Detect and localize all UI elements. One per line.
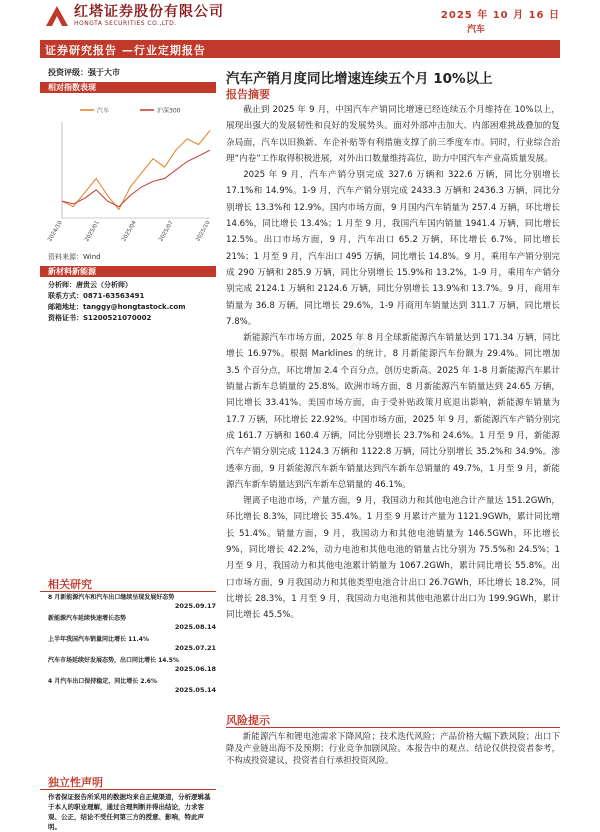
related-item-title: 新能源汽车延续快速增长态势 xyxy=(48,615,127,622)
report-industry: 汽车 xyxy=(466,25,485,35)
related-item-title: 8 月新能源汽车和汽车出口继续呈现发展好态势 xyxy=(48,594,175,601)
x-tick-label: 2025/10 xyxy=(195,220,212,243)
related-item-title: 4 月汽车出口保持稳定，同比增长 2.6% xyxy=(48,678,157,685)
summary-paragraph: 新能源汽车市场方面，2025 年 8 月全球新能源汽车销量达到 171.34 万辆，同比增长 16.97%。根据 Marklines 的统计，8 月新能源汽车份额为 29.4%。同比增加 3.5 个百分点，环比增加 2.4 个百分点，创历史新高。2025 年 1-8 月新能源汽车累计销量占新车总销量的 25.8%。欧洲市场方面，8 月新能源汽车销量达到 24.65 万辆，同比增长 33.41%。美国市场方面，由于受补贴政策月底退出影响，新能源车销量为 17.7 万辆，环比增长 22.92%。中国市场方面，2025 年 9 月，新能源汽车产销分别完成 161.7 万辆和 160.4 万辆，同比分别增长 23.7%和 24.6%。1 月至 9 月，新能源汽车产销分别完成 1124.3 万辆和 1122.8 万辆，同比分别增长 35.2%和 34.9%。渗透率方面，9 月新能源汽车新车销量达到汽车新车总销量的 49.7%，1 月至 9 月，新能源汽车新车销量达到汽车新车总销量的 46.1%。 xyxy=(226,333,560,490)
related-divider xyxy=(40,591,216,592)
analyst-section-bar xyxy=(40,266,216,277)
risk-divider xyxy=(226,727,560,728)
index-section-bar xyxy=(40,82,216,93)
report-type-banner xyxy=(40,40,560,58)
series-line xyxy=(62,150,210,207)
legend-label: 沪深300 xyxy=(157,107,181,115)
related-research-title: 相关研究 xyxy=(48,578,92,591)
x-tick-label: 2024/10 xyxy=(47,220,64,243)
report-date: 2025 年 10 月 16 日 xyxy=(440,10,560,21)
risk-title: 风险提示 xyxy=(226,714,270,727)
series-line xyxy=(62,131,210,210)
chart-source: 资料来源：Wind xyxy=(48,253,101,261)
analyst-info xyxy=(48,280,216,324)
analyst-email[interactable]: 邮箱地址：tanggy@hongtastock.com xyxy=(48,303,186,311)
disclaimer-text: 作者保证报告所采用的数据均来自正规渠道，分析逻辑基于本人的职业理解，通过合理判断并得出结论，力求客观、公正，结论不受任何第三方的授意、影响，特此声明。 xyxy=(48,793,211,831)
company-logo xyxy=(44,4,224,28)
company-name-cn: 红塔证券股份有限公司 xyxy=(74,3,224,20)
analyst-phone: 联系方式：0871-63563491 xyxy=(48,292,145,300)
summary-body xyxy=(226,102,560,624)
report-type-title: 证券研究报告 —行业定期报告 xyxy=(45,44,206,57)
x-tick-label: 2025/04 xyxy=(121,220,138,243)
analyst-certificate: 资格证书：S1200521070002 xyxy=(48,314,152,322)
report-title: 汽车产销月度同比增速连续五个月 10%以上 xyxy=(226,71,493,87)
list-item[interactable] xyxy=(48,657,216,674)
analyst-name: 分析师：唐贵云（分析师） xyxy=(48,281,132,289)
list-item[interactable] xyxy=(48,615,216,632)
disclaimer-title: 独立性声明 xyxy=(48,776,103,789)
sidebar xyxy=(40,62,216,831)
summary-paragraph: 2025 年 9 月，汽车产销分别完成 327.6 万辆和 322.6 万辆，同比分别增长 17.1%和 14.9%。1-9 月，汽车产销分别完成 2433.3 万辆和 2436.3 万辆，同比分别增长 13.3%和 12.9%。国内市场方面，9 月国内汽车销量为 257.4 万辆，环比增长 14.6%，同比增长 13.4%；1 月至 9 月，我国汽车国内销量 1941.4 万辆，同比增长 12.5%。出口市场方面，9 月，汽车出口 65.2 万辆，环比增长 6.7%，同比增长 21%；1 月至 9 月，汽车出口 495 万辆，同比增长 14.8%。9 月，乘用车产销分别完成 290 万辆和 285.9 万辆，同比分别增长 15.9%和 13.2%，1-9 月，乘用车产销分别完成 2124.1 万辆和 2124.6 万辆，同比分别增长 13.9%和 13.7%。9 月，商用车销量为 36.8 万辆，同比增长 29.6%，1-9 月商用车销量达到 311.7 万辆，同比增长 7.8%。 xyxy=(226,170,560,327)
related-research-list xyxy=(48,594,216,695)
related-item-date: 2025.08.14 xyxy=(174,623,216,631)
chart-axes xyxy=(62,122,210,218)
related-item-title: 上半年我国汽车销量同比增长 11.4% xyxy=(48,636,149,643)
summary-paragraph: 截止到 2025 年 9 月，中国汽车产销同比增速已经连续五个月维持在 10%以上，展现出强大的发展韧性和良好的发展势头。面对外部冲击加大、内部困难挑战叠加的复杂局面，汽车以旧换新、车企补贴等有利措施支撑了前三季度车市。同时，行业综合治理“内卷”工作取得积极进展，对外出口数量维持高位，助力中国汽车产业高质量发展。 xyxy=(226,105,560,164)
related-item-date: 2025.05.14 xyxy=(174,686,216,694)
x-tick-label: 2025/07 xyxy=(158,220,175,243)
x-tick-label: 2025/01 xyxy=(84,220,101,243)
related-item-title: 汽车市场延续好发展态势，出口同比增长 14.5% xyxy=(48,657,179,664)
relative-index-svg xyxy=(40,100,216,250)
company-name-en: HONGTA SECURITIES CO.,LTD. xyxy=(74,19,177,27)
relative-index-chart xyxy=(40,100,216,243)
list-item[interactable] xyxy=(48,636,216,653)
investment-rating: 投资评级：强于大市 xyxy=(48,68,120,77)
watermark: yjiieshou xyxy=(300,324,379,395)
related-item-date: 2025.06.18 xyxy=(174,665,216,673)
list-item[interactable] xyxy=(48,678,216,695)
summary-label: 报告摘要 xyxy=(226,88,270,101)
analyst-section-title: 新材料新能源 xyxy=(48,267,96,276)
index-section-title: 相对指数表现 xyxy=(48,83,96,92)
logo-icon xyxy=(44,4,70,28)
summary-paragraph: 锂离子电池市场，产量方面，9 月，我国动力和其他电池合计产量达 151.2GWh，环比增长 8.3%，同比增长 35.4%。1 月至 9 月累计产量为 1121.9GWh，累计同比增长 51.4%。销量方面，9 月，我国动力和其他电池销量为 146.5GWh，环比增长 9%，同比增长 42.2%，动力电池和其他电池的销量占比分别为 75.5%和 24.5%；1 月至 9 月，我国动力和其他电池累计销量为 1067.2GWh，累计同比增长 55.8%。出口市场方面，9 月我国动力和其他类型电池合计出口 26.7GWh，环比增长 18.2%，同比增长 28.3%，1 月至 9 月，我国动力电池和其他电池累计出口为 199.9GWh，累计同比增长 45.5%。 xyxy=(226,496,560,621)
related-item-date: 2025.07.21 xyxy=(174,644,216,652)
risk-text: 新能源汽车和锂电池需求下降风险；技术迭代风险；产品价格大幅下跌风险；出口下降及产业链出海不及预期；行业竞争加剧风险。本报告中的观点、结论仅供投资者参考，不构成投资建议，投资者自行承担投资风险。 xyxy=(226,731,560,765)
disclaimer-divider xyxy=(40,789,216,790)
related-item-date: 2025.09.17 xyxy=(174,602,216,610)
main-content xyxy=(226,62,566,797)
page-header xyxy=(0,0,600,40)
list-item[interactable] xyxy=(48,594,216,611)
legend-label: 汽车 xyxy=(97,107,110,115)
